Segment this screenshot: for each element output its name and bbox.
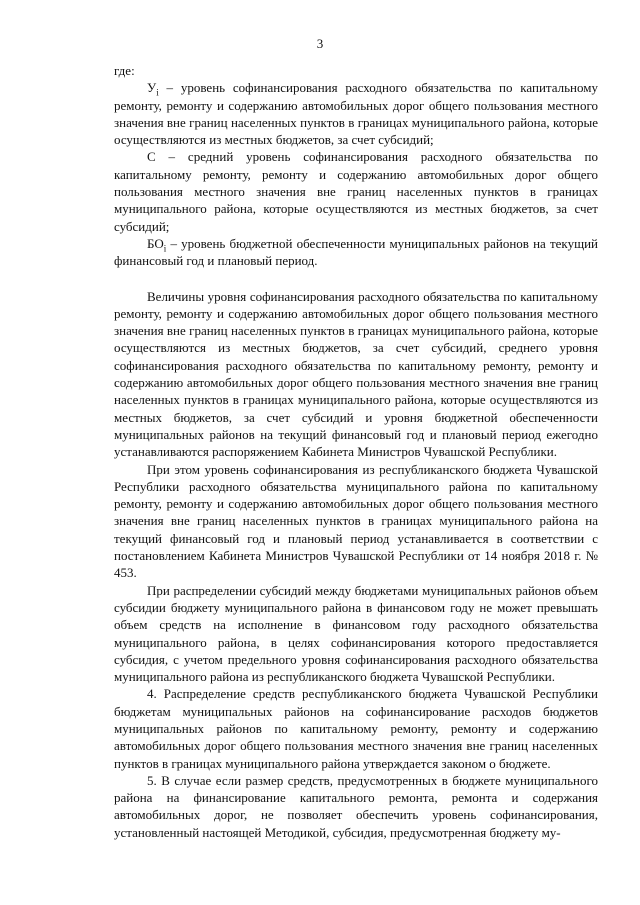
definition-symbol: У xyxy=(147,80,157,96)
definition-text: – уровень бюджетной обеспеченности муниципальных районов на текущий финансовый год и плановый период. xyxy=(114,235,598,269)
paragraph: При этом уровень софинансирования из республиканского бюджета Чувашской Республики расходного обязательства муниципального района по капитальному ремонту, ремонту и содержанию автомобильных дорог общего пользования местного значения вне границ населенных пунктов в границах муниципального района на текущий финансовый год и плановый период устанавливается в соответствии с постановлением Кабинета Министров Чувашской Республики от 14 ноября 2018 г. № 453. xyxy=(114,461,598,581)
paragraph: При распределении субсидий между бюджетами муниципальных районов объем субсидии бюджету муниципального района в финансовом году не может превышать объем средств на исполнение в финансовом году расходного обязательства муниципального района, в целях софинансирования которого предоставляется субсидия, с учетом предельного уровня софинансирования расходного обязательства муниципального района из республиканского бюджета Чувашской Республики. xyxy=(114,582,598,685)
definition-text: – средний уровень софинансирования расходного обязательства по капитальному ремонту, ремонту и содержанию автомобильных дорог общего пользования местного значения вне границ населенных пунктов в границах муниципального района, которые осуществляются из местных бюджетов, за счет субсидий; xyxy=(114,149,598,234)
definition-boi xyxy=(114,235,598,270)
definition-ui xyxy=(114,79,598,148)
definition-symbol: БО xyxy=(147,235,164,251)
document-body xyxy=(114,62,598,841)
spacer xyxy=(114,270,598,288)
paragraph-item-5: 5. В случае если размер средств, предусмотренных в бюджете муниципального района на финансирование капитального ремонта, ремонта и содержания автомобильных дорог, не позволяет обеспечить уровень софинансирования, установленный настоящей Методикой, субсидия, предусмотренная бюджету му- xyxy=(114,772,598,840)
page-number: 3 xyxy=(316,36,324,51)
definition-subscript: i xyxy=(156,87,159,98)
paragraph: Величины уровня софинансирования расходного обязательства по капитальному ремонту, ремонту и содержанию автомобильных дорог общего пользования местного значения вне границ населенных пунктов в границах муниципального района, которые осуществляются из местных бюджетов, за счет субсидий, среднего уровня софинансирования расходного обязательства по капитальному ремонту, ремонту и содержанию автомобильных дорог общего пользования местного значения вне границ населенных пунктов в границах муниципального района, которые осуществляются из местных бюджетов, за счет субсидий и уровня бюджетной обеспеченности муниципальных районов на текущий финансовый год и плановый период ежегодно устанавливаются распоряжением Кабинета Министров Чувашской Республики. xyxy=(114,288,598,460)
paragraph-item-4: 4. Распределение средств республиканского бюджета Чувашской Республики бюджетам муниципальных районов на софинансирование расходов бюджетов муниципальных районов по капитальному ремонту, ремонту и содержанию автомобильных дорог общего пользования местного значения вне границ населенных пунктов в границах муниципального района утверждается законом о бюджете. xyxy=(114,686,598,771)
definition-text: – уровень софинансирования расходного обязательства по капитальному ремонту, ремонту и содержанию автомобильных дорог общего пользования местного значения вне границ населенных пунктов в границах муниципального района, которые осуществляются из местных бюджетов, за счет субсидий; xyxy=(114,80,598,148)
definition-symbol: С xyxy=(147,149,156,165)
definition-c xyxy=(114,148,598,234)
definition-subscript: i xyxy=(163,243,167,254)
where-label: где: xyxy=(114,63,135,78)
